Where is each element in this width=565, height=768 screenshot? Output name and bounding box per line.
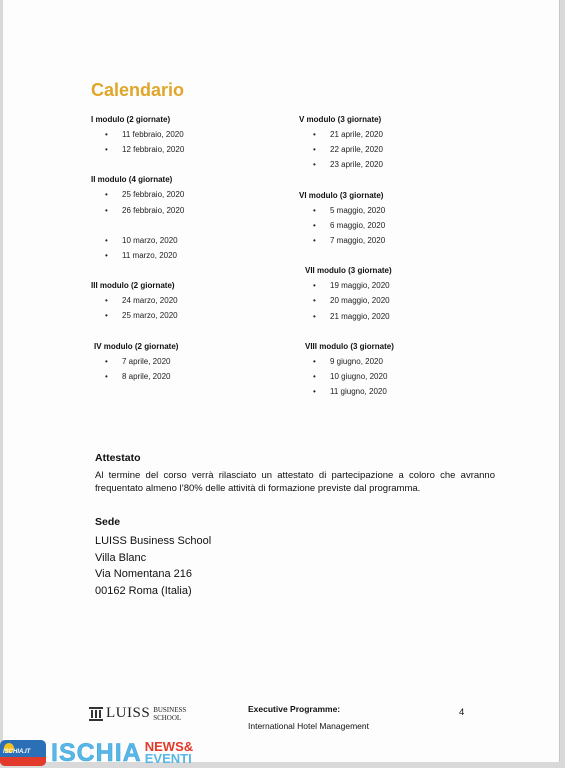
module-date: • 10 giugno, 2020 xyxy=(299,369,499,384)
calendar-title: Calendario xyxy=(91,80,185,100)
module-date: • 21 maggio, 2020 xyxy=(299,309,499,324)
watermark-banner xyxy=(0,738,210,768)
attestato-heading: Attestato xyxy=(95,452,141,464)
module-title: I modulo (2 giornate) xyxy=(91,115,171,124)
module-date: • 20 maggio, 2020 xyxy=(299,293,499,308)
module-date: • 6 maggio, 2020 xyxy=(299,218,499,233)
logo-subtitle: BUSINESS SCHOOL xyxy=(153,705,187,722)
sede-address xyxy=(95,533,211,599)
module-date: • 24 marzo, 2020 xyxy=(91,293,291,308)
luiss-logo xyxy=(89,705,186,722)
module-date: • 26 febbraio, 2020 xyxy=(91,203,291,218)
module-date: • 9 giugno, 2020 xyxy=(299,354,499,369)
module-title: VIII modulo (3 giornate) xyxy=(305,341,394,351)
calendar-left-column xyxy=(91,112,291,384)
module-date: • 11 marzo, 2020 xyxy=(91,248,291,263)
module-date: • 11 febbraio, 2020 xyxy=(91,127,291,142)
sede-line: LUISS Business School xyxy=(95,535,212,547)
module-date: • 7 aprile, 2020 xyxy=(91,354,291,369)
sede-heading: Sede xyxy=(95,516,121,528)
module-date: • 12 febbraio, 2020 xyxy=(91,142,291,157)
calendar-right-column xyxy=(299,112,499,399)
module-title: V modulo (3 giornate) xyxy=(299,115,382,124)
sede-line: Villa Blanc xyxy=(95,551,147,564)
sede-line: Via Nomentana 216 xyxy=(95,568,193,580)
programme-name: International Hotel Management xyxy=(248,721,369,731)
module-title: IV modulo (2 giornate) xyxy=(94,341,179,351)
watermark-brand: ISCHIA xyxy=(51,738,142,767)
programme-label: Executive Programme: xyxy=(248,704,341,714)
sede-line: 00162 Roma (Italia) xyxy=(95,584,192,597)
module-title: VI modulo (3 giornate) xyxy=(299,190,384,200)
watermark-subbrand: NEWS& EVENTI xyxy=(144,739,194,766)
ischia-badge: ISCHIA.IT xyxy=(0,740,46,766)
attestato-text: Al termine del corso verrà rilasciato un attestato di partecipazione a coloro che avranno frequentato almeno l’80% delle attività di formazione previste dal programma. xyxy=(95,470,495,494)
module-date: • 21 aprile, 2020 xyxy=(299,127,499,142)
module-date: • 25 marzo, 2020 xyxy=(91,308,291,323)
module-date: • 8 aprile, 2020 xyxy=(91,369,291,384)
module-date: • 25 febbraio, 2020 xyxy=(91,187,291,202)
module-date: • 7 maggio, 2020 xyxy=(299,233,499,248)
page-number: 4 xyxy=(459,707,465,718)
module-date: • 10 marzo, 2020 xyxy=(91,233,291,248)
module-date: • 22 aprile, 2020 xyxy=(299,142,499,157)
module-title: III modulo (2 giornate) xyxy=(91,281,175,291)
module-title: VII modulo (3 giornate) xyxy=(305,266,392,276)
module-date: • 5 maggio, 2020 xyxy=(299,203,499,218)
module-date: • 11 giugno, 2020 xyxy=(299,384,499,399)
pillar-icon xyxy=(89,707,103,721)
module-date: • 23 aprile, 2020 xyxy=(299,157,499,172)
document-page xyxy=(3,0,560,762)
module-date: • 19 maggio, 2020 xyxy=(299,278,499,293)
module-title: II modulo (4 giornate) xyxy=(91,175,173,185)
logo-wordmark: LUISS xyxy=(106,705,151,721)
